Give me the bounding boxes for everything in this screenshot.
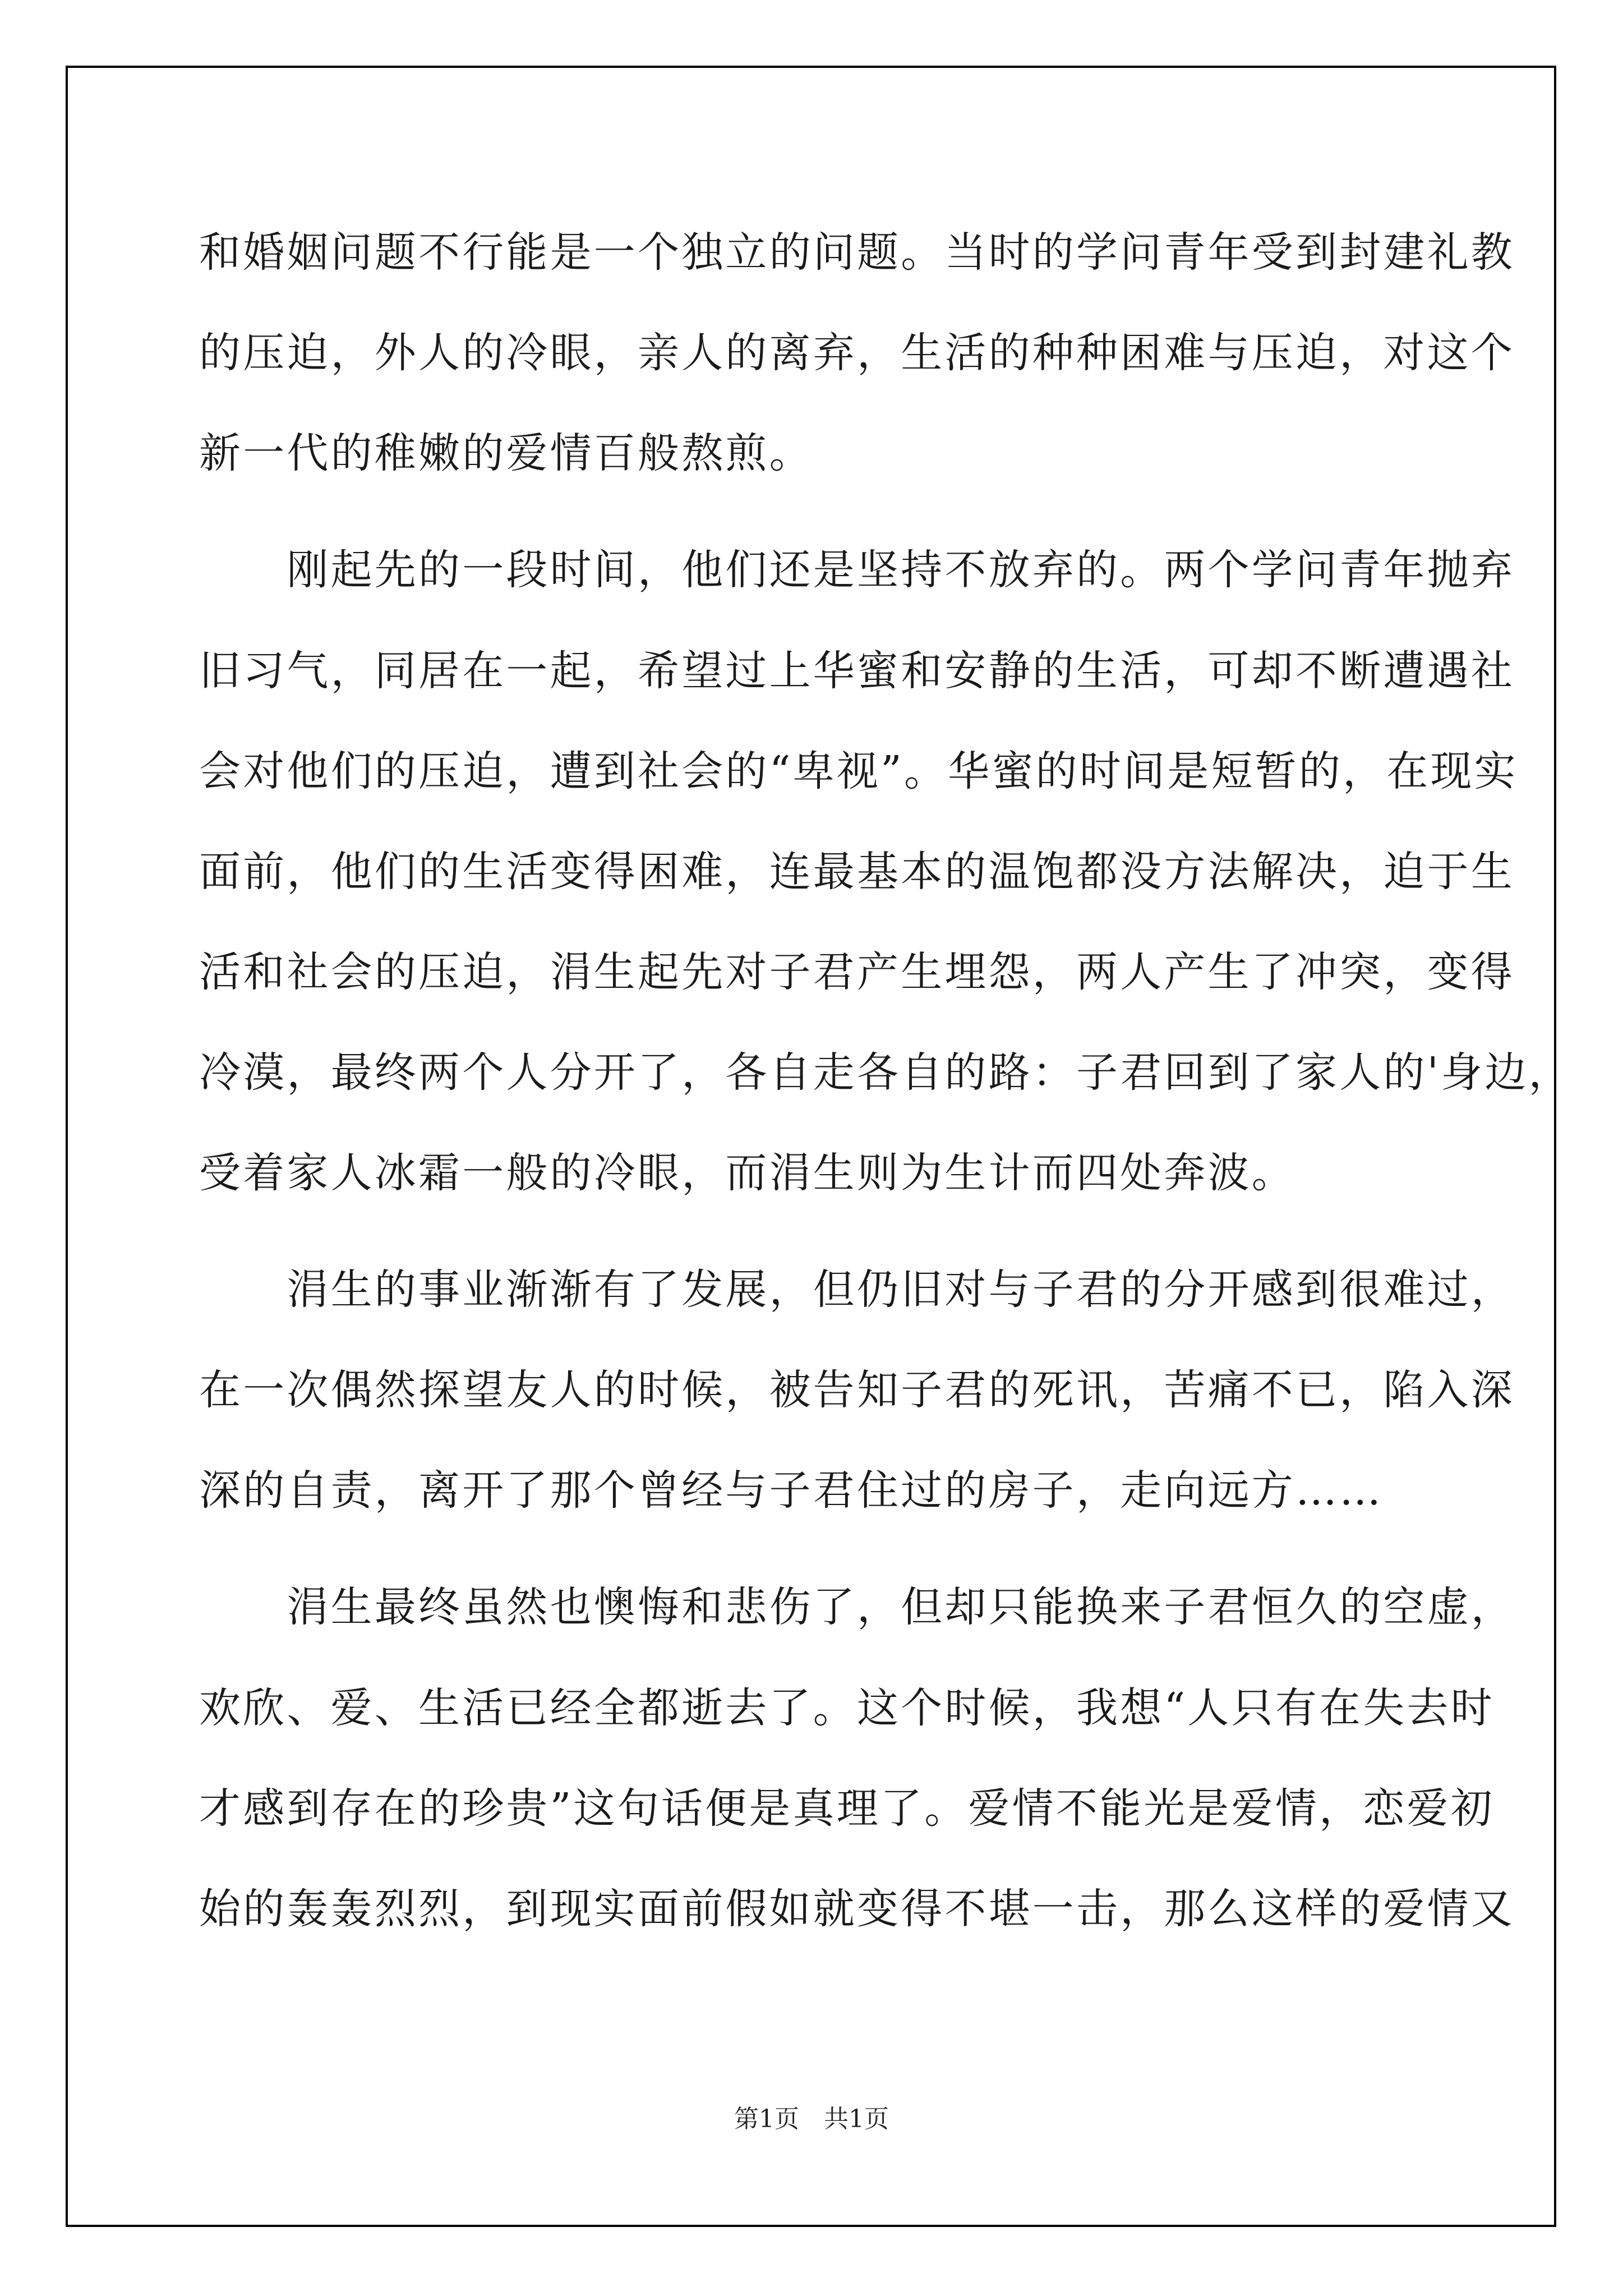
text-line: 始的轰轰烈烈，到现实面前假如就变得不堪一击，那么这样的爱情又 <box>199 1885 1515 1933</box>
text-line: 新一代的稚嫩的爱情百般熬煎。 <box>199 429 813 477</box>
page-number: 第1页 共1页 <box>734 2105 889 2133</box>
text-line: 欢欣、爱、生活已经全都逝去了。这个时候，我想“人只有在失去时 <box>199 1684 1495 1732</box>
text-line: 的压迫，外人的冷眼，亲人的离弃，生活的种种困难与压迫，对这个 <box>199 329 1515 377</box>
text-line: 活和社会的压迫，涓生起先对子君产生埋怨，两人产生了冲突，变得 <box>199 948 1515 996</box>
text-line: 冷漠，最终两个人分开了，各自走各自的路：子君回到了家人的'身边， <box>199 1048 1573 1097</box>
text-line: 刚起先的一段时间，他们还是坚持不放弃的。两个学问青年抛弃 <box>199 546 1515 594</box>
text-line: 涓生最终虽然也懊悔和悲伤了，但却只能换来子君恒久的空虚， <box>199 1583 1515 1631</box>
text-line: 在一次偶然探望友人的时候，被告知子君的死讯，苦痛不已，陷入深 <box>199 1366 1515 1414</box>
text-line: 深的自责，离开了那个曾经与子君住过的房子，走向远方…… <box>199 1466 1384 1515</box>
text-line: 会对他们的压迫，遭到社会的“卑视”。华蜜的时间是短暂的，在现实 <box>199 747 1518 795</box>
text-line: 面前，他们的生活变得困难，连最基本的温饱都没方法解决，迫于生 <box>199 848 1515 896</box>
text-line: 和婚姻问题不行能是一个独立的问题。当时的学问青年受到封建礼教 <box>199 228 1515 277</box>
text-line: 涓生的事业渐渐有了发展，但仍旧对与子君的分开感到很难过， <box>199 1266 1515 1314</box>
text-line: 旧习气，同居在一起，希望过上华蜜和安静的生活，可却不断遭遇社 <box>199 647 1515 695</box>
text-line: 才感到存在的珍贵”这句话便是真理了。爱情不能光是爱情，恋爱初 <box>199 1784 1495 1833</box>
text-line: 受着家人冰霜一般的冷眼，而涓生则为生计而四处奔波。 <box>199 1149 1295 1197</box>
